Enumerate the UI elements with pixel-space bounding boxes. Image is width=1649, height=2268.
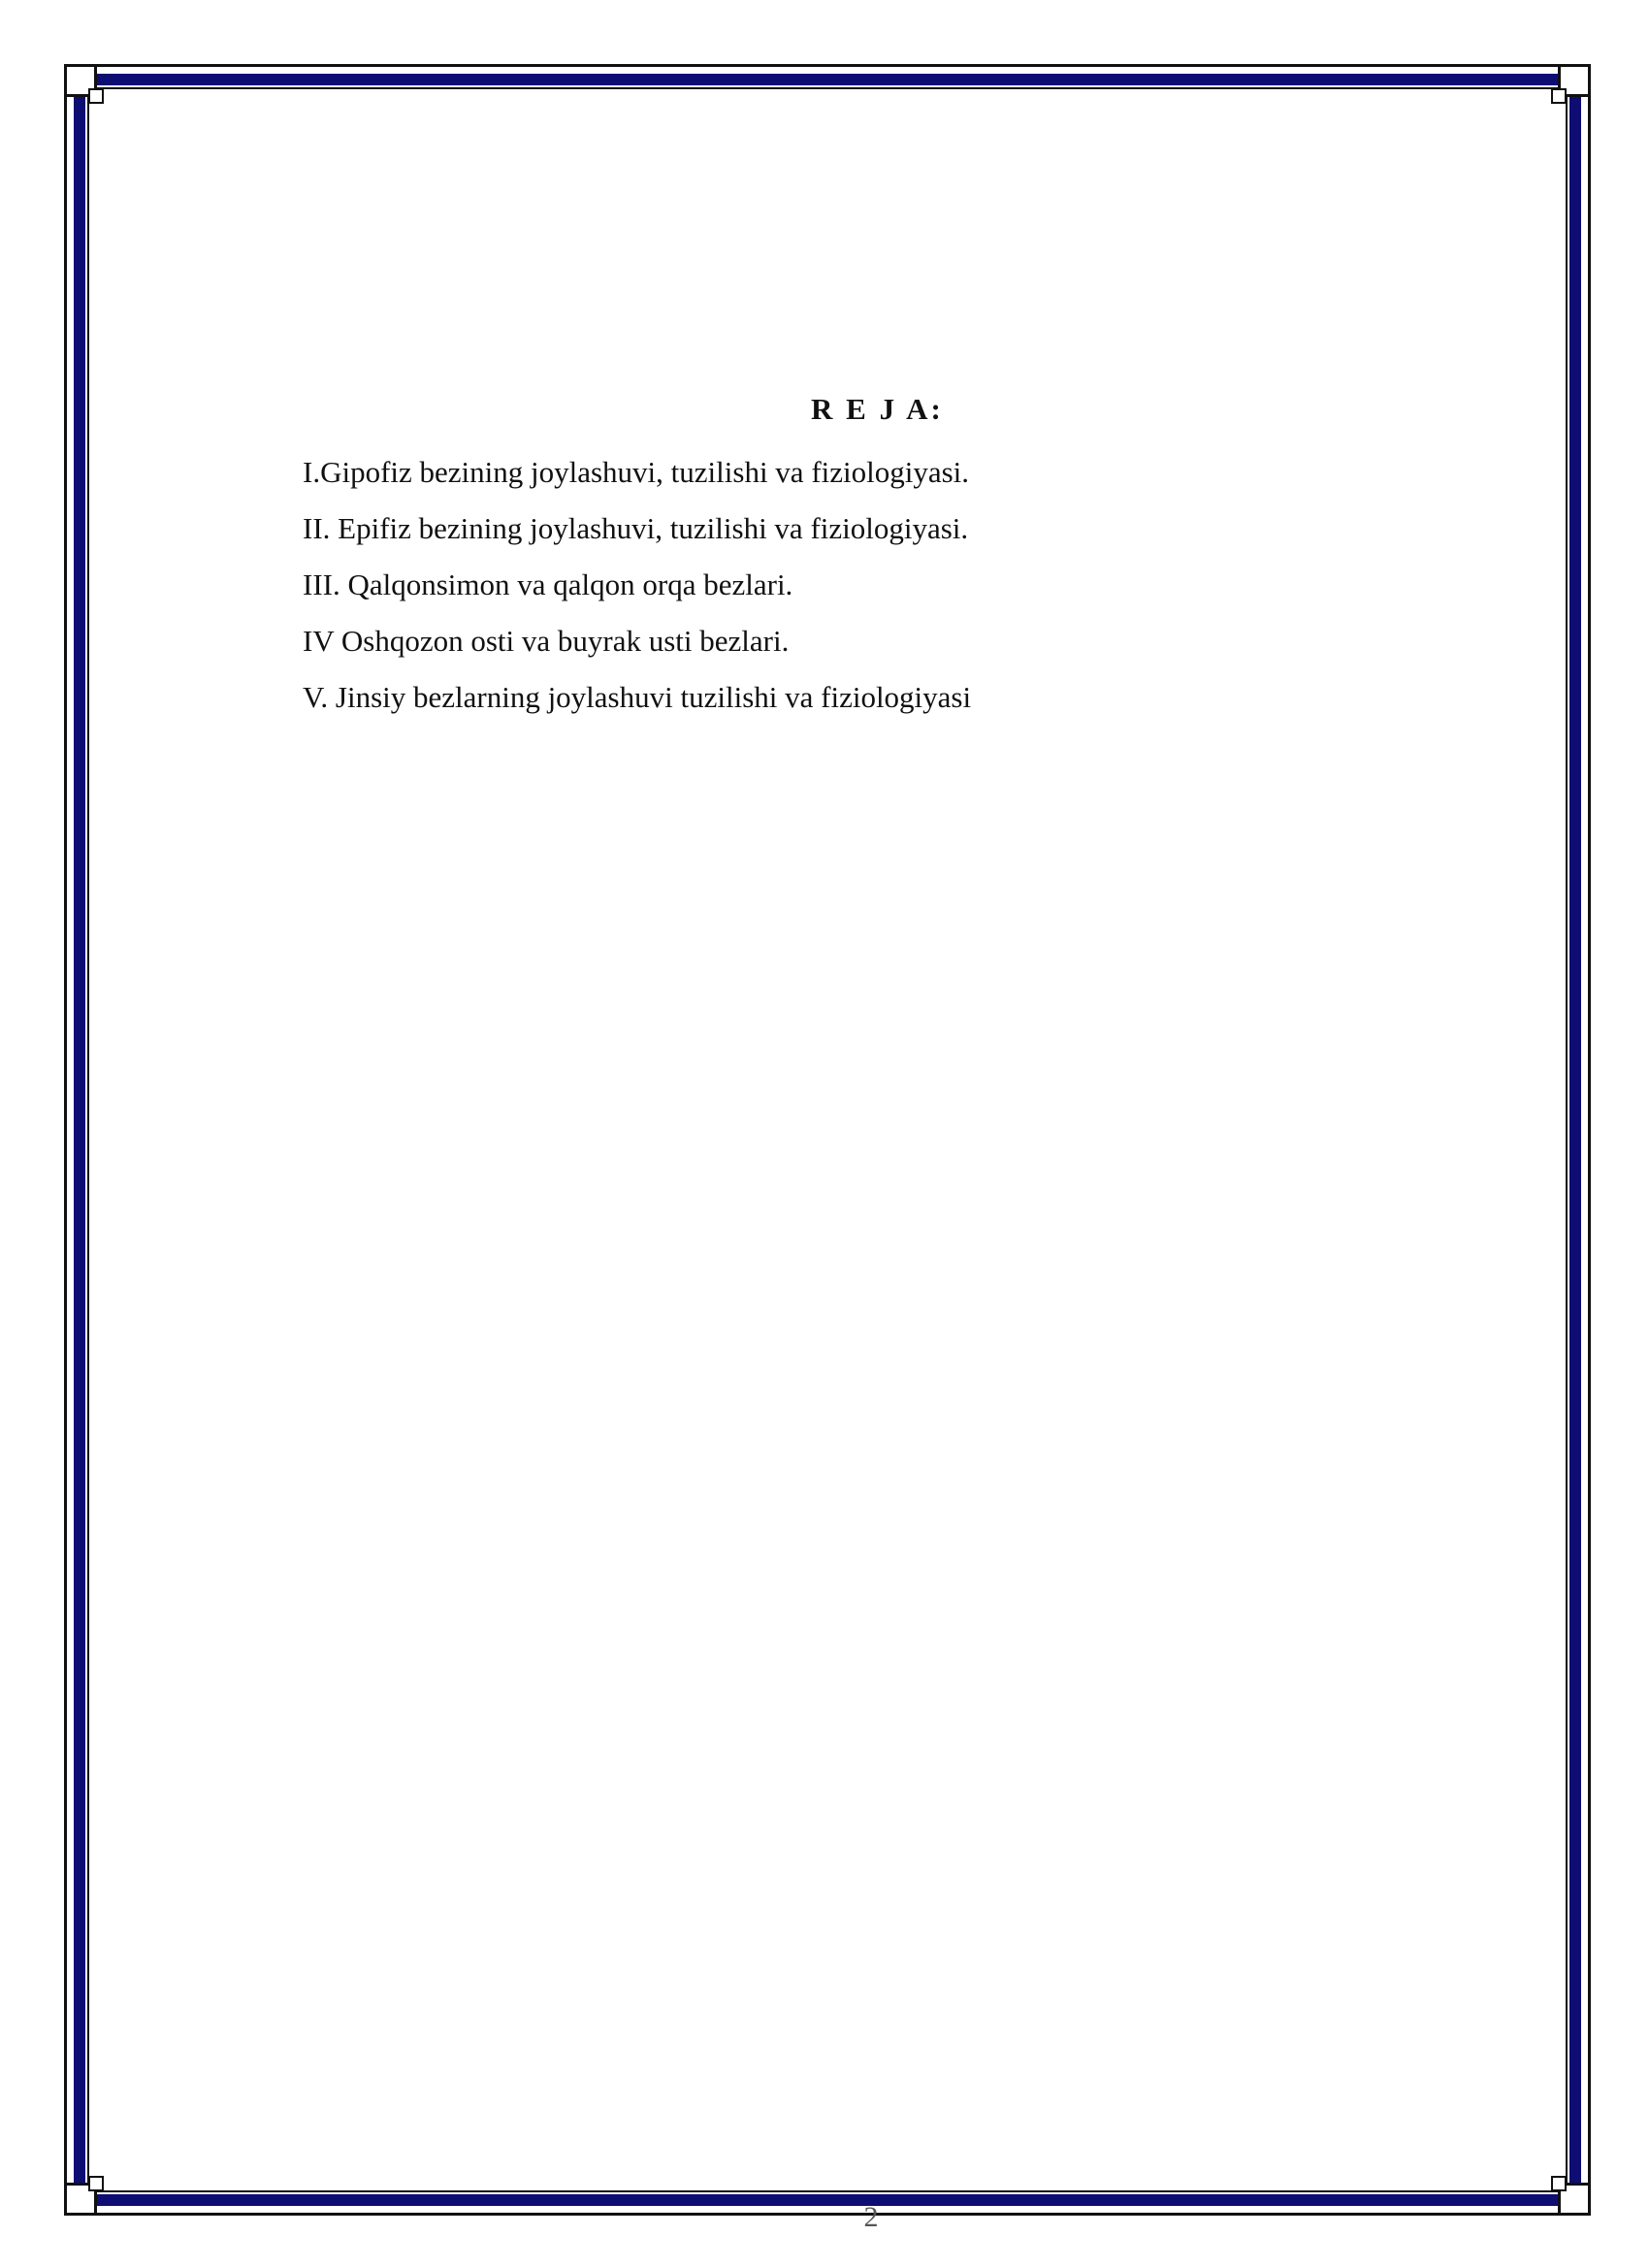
border-corner-top-right: [1558, 64, 1591, 97]
plan-item-1: I.Gipofiz bezining joylashuvi, tuzilishi va fiziologiyasi.: [303, 455, 970, 489]
plan-item-5: V. Jinsiy bezlarning joylashuvi tuzilishi va fiziologiyasi: [303, 680, 972, 714]
plan-item-3: III. Qalqonsimon va qalqon orqa bezlari.: [303, 567, 793, 601]
plan-list: [303, 444, 971, 726]
plan-title: R E J A:: [811, 392, 944, 426]
page-number: 2: [863, 2201, 879, 2233]
plan-item-4: IV Oshqozon osti va buyrak usti bezlari.: [303, 624, 790, 658]
border-corner-top-left: [64, 64, 97, 97]
plan-item-2: II. Epifiz bezining joylashuvi, tuzilishi va fiziologiyasi.: [303, 511, 969, 545]
